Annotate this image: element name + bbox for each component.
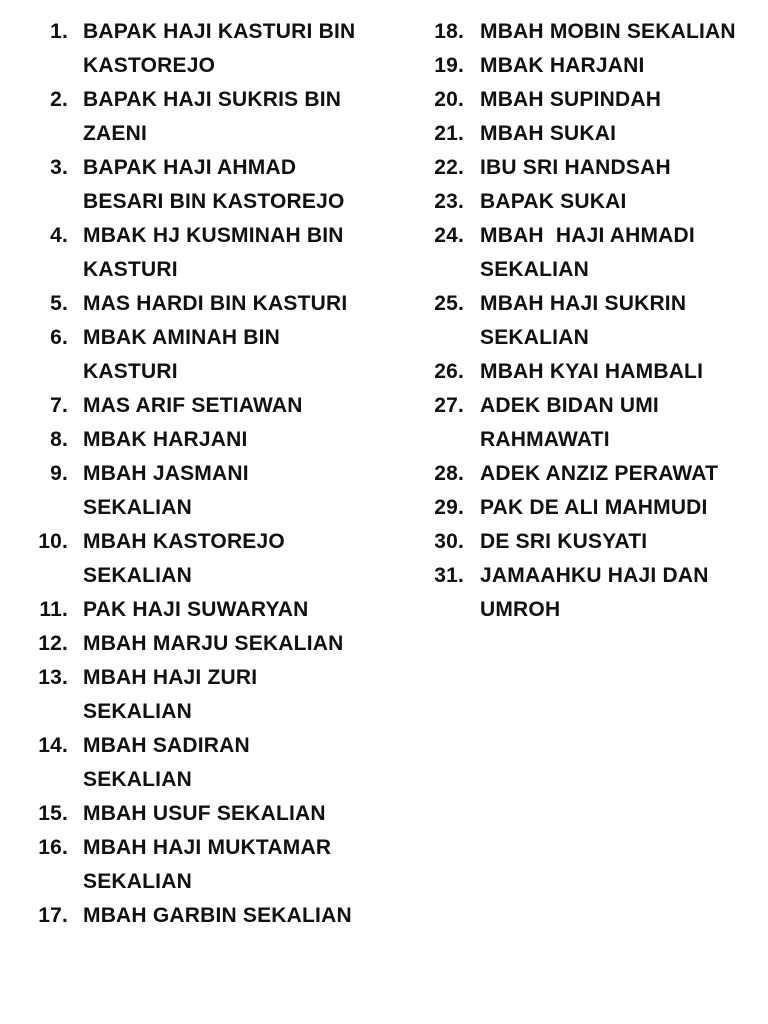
list-item-number: 2. xyxy=(50,88,68,111)
list-item xyxy=(400,15,768,49)
list-item-text: MBAH SUPINDAH xyxy=(480,88,662,111)
list-item-number: 7. xyxy=(50,394,68,417)
list-item-text: MBAK HARJANI xyxy=(480,54,645,77)
list-item xyxy=(400,151,768,185)
list-item-text: BAPAK SUKAI xyxy=(480,190,627,213)
list-item-number: 28. xyxy=(434,462,464,485)
list-item xyxy=(400,83,768,117)
list-item-text: MBAH MARJU SEKALIAN xyxy=(83,632,344,655)
list-item xyxy=(400,355,768,389)
list-item-number: 29. xyxy=(434,496,464,519)
list-item-number: 18. xyxy=(434,20,464,43)
list-item xyxy=(0,593,370,627)
list-item-text: MAS HARDI BIN KASTURI xyxy=(83,292,348,315)
list-item-number: 8. xyxy=(50,428,68,451)
list-item-text: BAPAK HAJI AHMAD BESARI BIN KASTOREJO xyxy=(83,156,345,213)
list-item-number: 20. xyxy=(434,88,464,111)
list-item-number: 23. xyxy=(434,190,464,213)
list-item xyxy=(400,185,768,219)
list-item-text: MBAH MOBIN SEKALIAN xyxy=(480,20,736,43)
list-item-text: ADEK ANZIZ PERAWAT xyxy=(480,462,719,485)
list-item-text: MBAH USUF SEKALIAN xyxy=(83,802,326,825)
list-item-number: 25. xyxy=(434,292,464,315)
list-item-text: MBAK HJ KUSMINAH BIN KASTURI xyxy=(83,224,350,281)
list-item-number: 24. xyxy=(434,224,464,247)
list-item-number: 16. xyxy=(38,836,68,859)
list-item xyxy=(400,389,768,457)
list-item-number: 31. xyxy=(434,564,464,587)
list-item-number: 30. xyxy=(434,530,464,553)
list-item-number: 9. xyxy=(50,462,68,485)
list-item-text: MBAH SUKAI xyxy=(480,122,617,145)
right-name-list xyxy=(400,15,768,627)
list-item-number: 3. xyxy=(50,156,68,179)
list-item xyxy=(0,831,370,899)
list-item-number: 13. xyxy=(38,666,68,689)
list-item-number: 11. xyxy=(39,598,68,621)
list-item xyxy=(0,423,370,457)
list-item xyxy=(0,151,370,219)
list-item-number: 17. xyxy=(38,904,68,927)
list-item-text: MBAK AMINAH BIN KASTURI xyxy=(83,326,287,383)
list-item xyxy=(400,219,768,287)
list-item xyxy=(0,729,370,797)
list-item-number: 15. xyxy=(38,802,68,825)
list-item-number: 27. xyxy=(434,394,464,417)
list-item xyxy=(0,219,370,287)
list-item-text: BAPAK HAJI KASTURI BIN KASTOREJO xyxy=(83,20,362,77)
list-item-text: MAS ARIF SETIAWAN xyxy=(83,394,303,417)
list-item-text: BAPAK HAJI SUKRIS BIN ZAENI xyxy=(83,88,348,145)
list-item-text: MBAH JASMANI SEKALIAN xyxy=(83,462,255,519)
list-item xyxy=(0,797,370,831)
left-name-list xyxy=(0,15,370,933)
list-item-text: MBAH HAJI ZURI SEKALIAN xyxy=(83,666,264,723)
list-item-text: MBAK HARJANI xyxy=(83,428,248,451)
list-item-text: DE SRI KUSYATI xyxy=(480,530,648,553)
list-item xyxy=(0,661,370,729)
list-item-text: MBAH KYAI HAMBALI xyxy=(480,360,704,383)
list-item-number: 26. xyxy=(434,360,464,383)
list-item xyxy=(400,559,768,627)
list-item xyxy=(0,525,370,593)
list-item-number: 10. xyxy=(38,530,68,553)
list-item xyxy=(0,389,370,423)
list-item-text: IBU SRI HANDSAH xyxy=(480,156,671,179)
list-item xyxy=(0,627,370,661)
list-item xyxy=(0,899,370,933)
list-item-text: MBAH KASTOREJO SEKALIAN xyxy=(83,530,291,587)
list-item xyxy=(400,287,768,355)
list-item-text: PAK DE ALI MAHMUDI xyxy=(480,496,708,519)
list-item-text: MBAH HAJI MUKTAMAR SEKALIAN xyxy=(83,836,338,893)
list-item-number: 5. xyxy=(50,292,68,315)
list-item-number: 22. xyxy=(434,156,464,179)
list-item-text: MBAH HAJI SUKRIN SEKALIAN xyxy=(480,292,693,349)
list-item xyxy=(400,117,768,151)
list-item xyxy=(400,49,768,83)
list-item-text: MBAH GARBIN SEKALIAN xyxy=(83,904,352,927)
list-item-number: 4. xyxy=(50,224,68,247)
list-item-text: ADEK BIDAN UMI RAHMAWATI xyxy=(480,394,666,451)
list-item xyxy=(0,457,370,525)
list-item-text: JAMAAHKU HAJI DAN UMROH xyxy=(480,564,715,621)
list-item xyxy=(0,15,370,83)
list-item xyxy=(400,457,768,491)
list-item xyxy=(0,321,370,389)
list-item xyxy=(0,83,370,151)
list-item xyxy=(0,287,370,321)
list-item-number: 6. xyxy=(50,326,68,349)
list-item-text: MBAH SADIRAN SEKALIAN xyxy=(83,734,256,791)
list-item xyxy=(400,525,768,559)
list-item-number: 14. xyxy=(38,734,68,757)
list-item-number: 21. xyxy=(434,122,464,145)
list-item xyxy=(400,491,768,525)
list-item-text: MBAH HAJI AHMADI SEKALIAN xyxy=(480,224,701,281)
list-item-number: 1. xyxy=(50,20,68,43)
list-item-number: 19. xyxy=(434,54,464,77)
list-item-number: 12. xyxy=(38,632,68,655)
list-item-text: PAK HAJI SUWARYAN xyxy=(83,598,309,621)
